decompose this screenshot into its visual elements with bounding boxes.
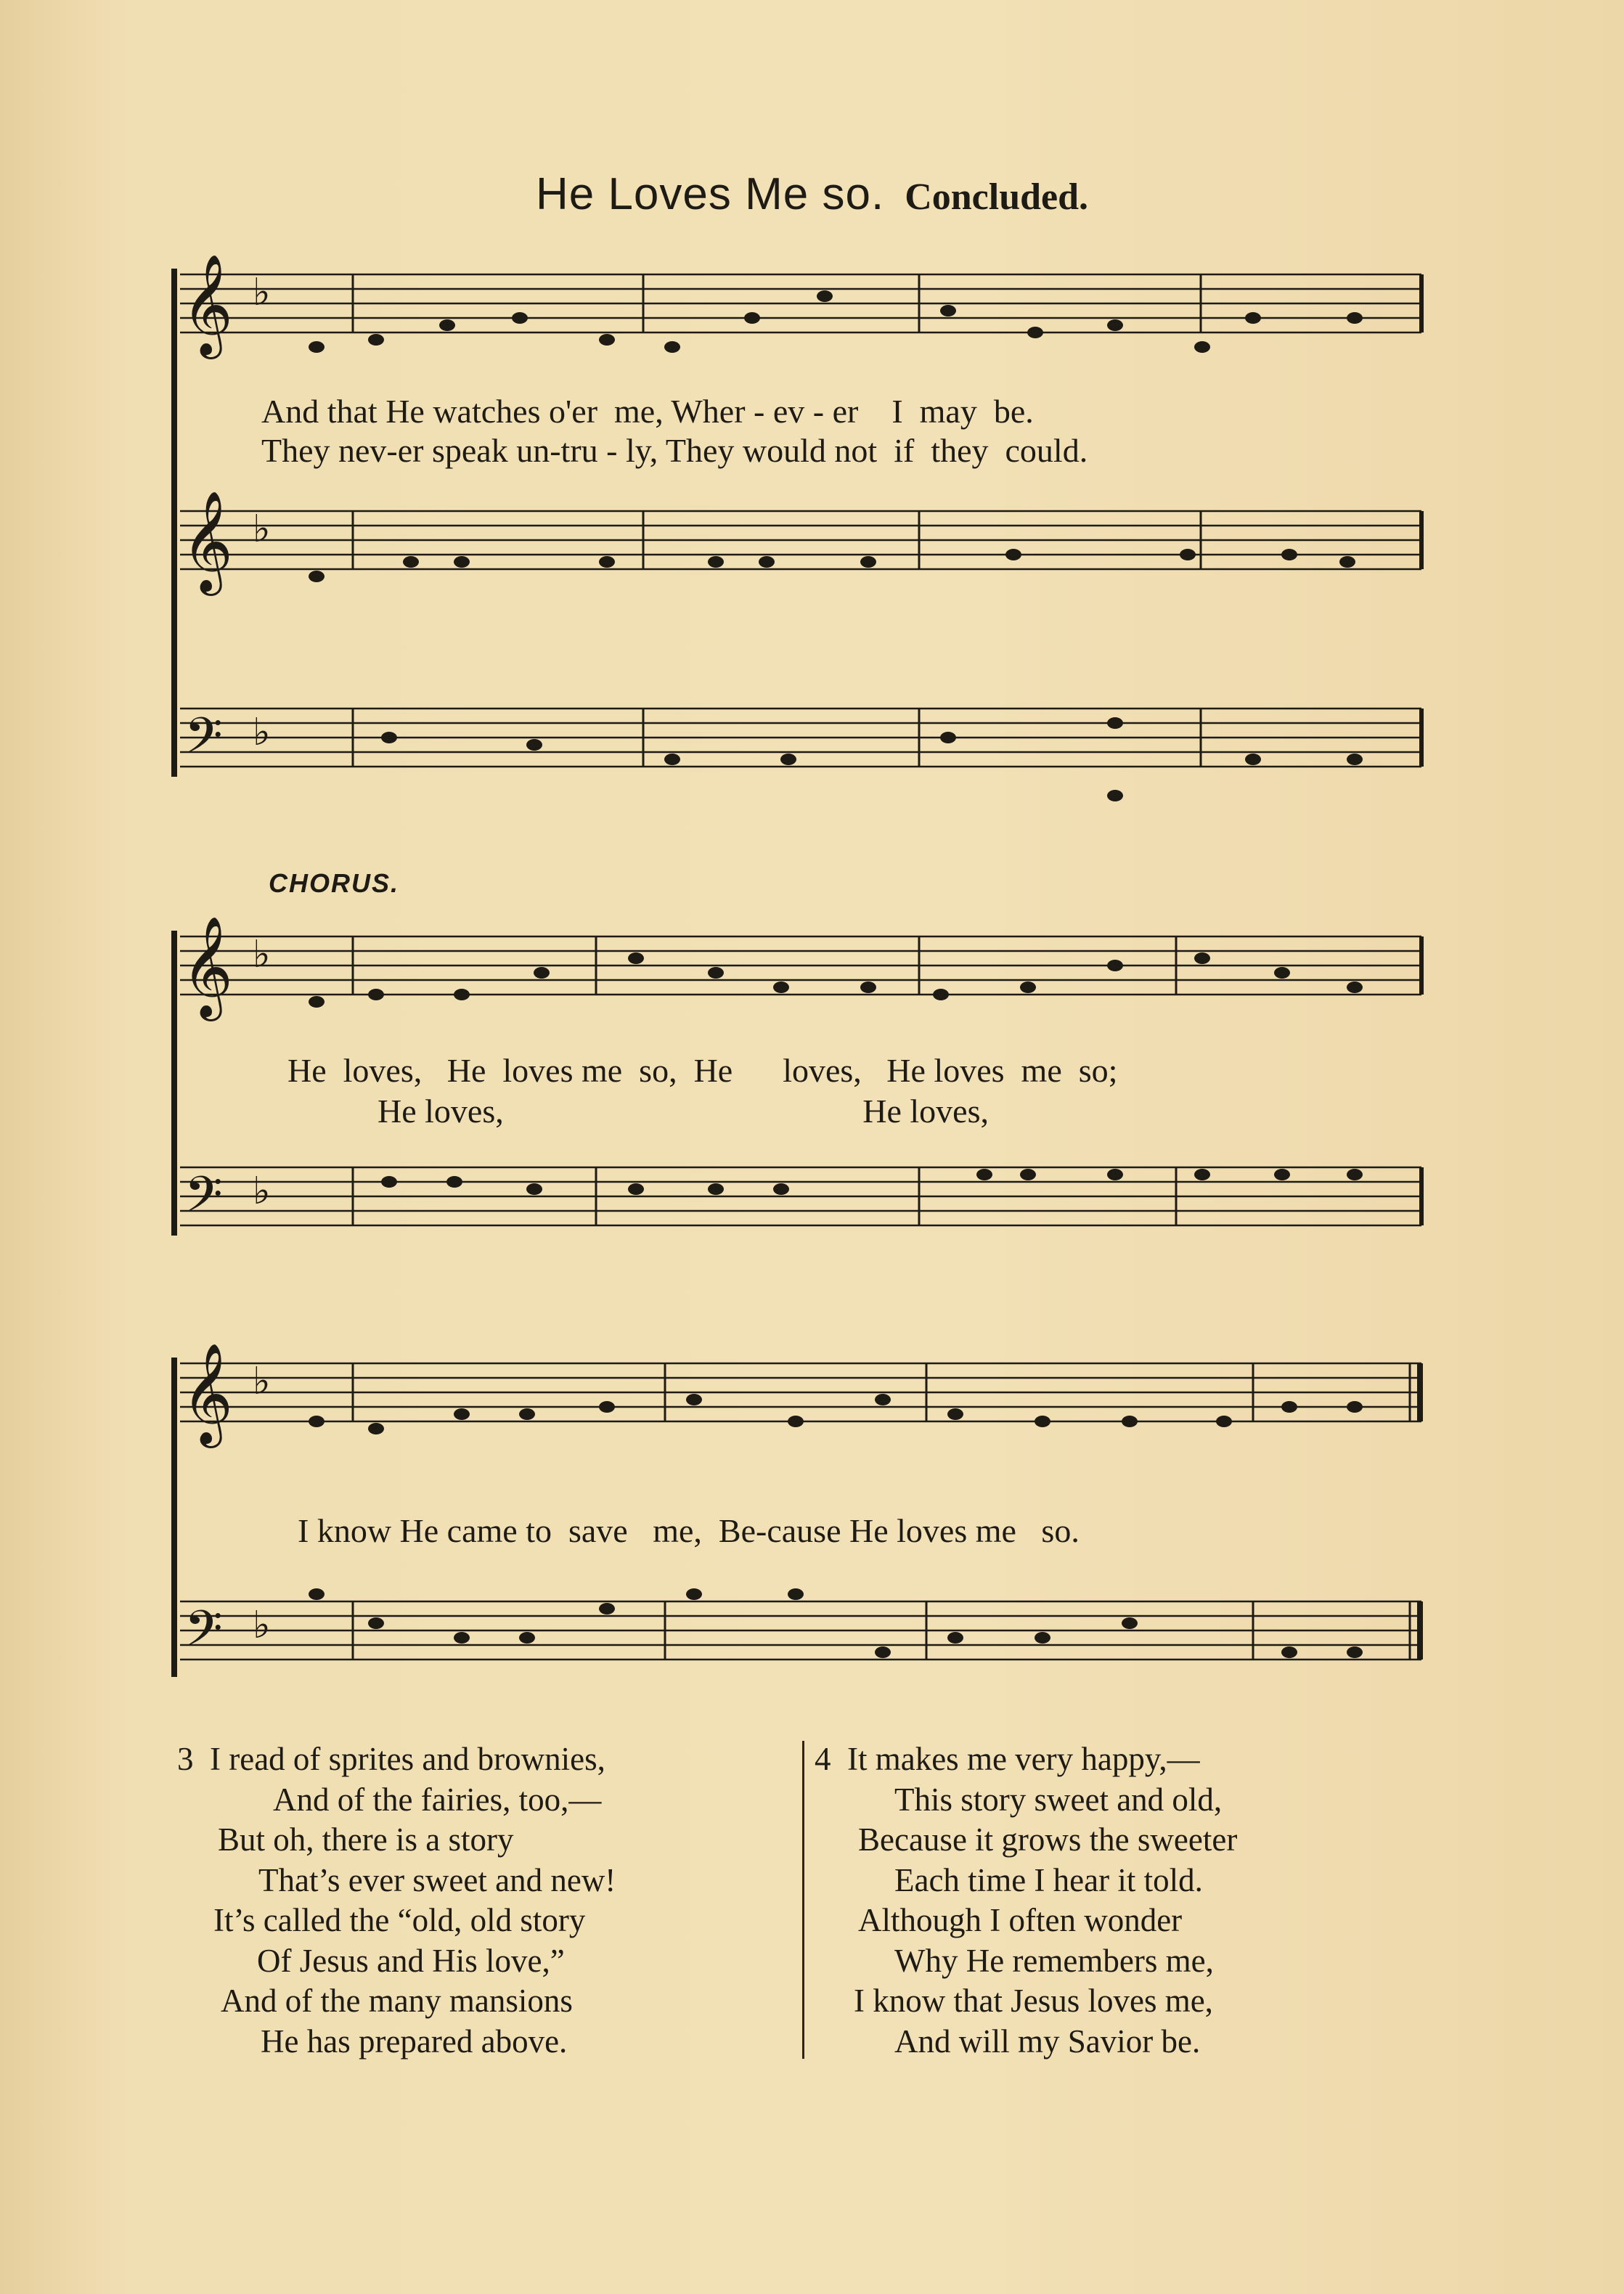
svg-text:♭: ♭	[253, 934, 271, 976]
svg-text:♭: ♭	[253, 712, 271, 754]
notes-bass	[309, 1588, 1363, 1658]
hymn-title: He Loves Me so.	[535, 169, 885, 219]
lyric-line-final: I know He came to save me, Be-cause He loves me so.	[298, 1512, 1080, 1549]
bass-clef-icon: 𝄢	[184, 1602, 223, 1668]
verse-line: And will my Savior be.	[894, 2022, 1201, 2060]
svg-text:♭: ♭	[253, 509, 271, 550]
verse-line: This story sweet and old,	[894, 1781, 1223, 1818]
verse-line: Why He remembers me,	[894, 1942, 1214, 1979]
staff-bass	[180, 1167, 1421, 1225]
svg-text:♭: ♭	[253, 1361, 271, 1403]
verse-line: I know that Jesus loves me,	[854, 1983, 1213, 2019]
lyric-line-2: They nev-er speak un-tru - ly, They would not if they could.	[261, 432, 1088, 469]
staff-bass	[180, 709, 1421, 767]
page-title	[0, 168, 1624, 220]
verse-line: Of Jesus and His love,”	[257, 1942, 565, 1979]
chorus-lyric-line-1: He loves, He loves me so, He loves, He loves me so;	[287, 1052, 1118, 1089]
treble-clef-icon: 𝄞	[181, 1345, 233, 1442]
staff-treble-alto	[180, 511, 1421, 569]
treble-clef-icon: 𝄞	[181, 493, 233, 589]
treble-clef-icon: 𝄞	[181, 918, 233, 1015]
svg-text:♭: ♭	[253, 1605, 271, 1646]
notes-bass	[381, 717, 1363, 801]
chorus-lyric-line-2: He loves, He loves,	[378, 1093, 989, 1130]
staff-treble-melody	[180, 274, 1421, 332]
verse-line: That’s ever sweet and new!	[258, 1861, 616, 1898]
verse-line: He has prepared above.	[261, 2022, 568, 2060]
notes-treble	[309, 1394, 1363, 1434]
verse-line: Because it grows the sweeter	[858, 1821, 1238, 1858]
verse-line: It makes me very happy,—	[847, 1741, 1200, 1777]
chorus-label: CHORUS.	[269, 868, 400, 898]
verse-4	[815, 1739, 1237, 2062]
notes-melody	[309, 290, 1363, 353]
treble-clef-icon: 𝄞	[181, 256, 233, 353]
staff-bass	[180, 1601, 1421, 1660]
verse-line: But oh, there is a story	[218, 1821, 514, 1858]
bass-clef-icon: 𝄢	[184, 1168, 223, 1234]
music-system-1	[171, 254, 1427, 813]
verse-3	[177, 1739, 616, 2062]
verse-number: 3	[177, 1741, 194, 1777]
title-suffix: Concluded.	[905, 176, 1089, 218]
svg-text:♭: ♭	[253, 1171, 271, 1212]
verse-line: It’s called the “old, old story	[213, 1902, 586, 1938]
verse-line: Although I often wonder	[858, 1902, 1183, 1938]
staff-treble	[180, 936, 1421, 995]
verse-line: And of the fairies, too,—	[273, 1781, 602, 1818]
svg-text:♭: ♭	[253, 272, 271, 314]
verse-line: Each time I hear it told.	[894, 1861, 1203, 1898]
verse-line: I read of sprites and brownies,	[210, 1741, 605, 1777]
verse-divider	[802, 1741, 804, 2059]
staff-treble	[180, 1363, 1421, 1421]
lyric-line-1: And that He watches o'er me, Wher - ev - er I may be.	[261, 393, 1034, 430]
verse-line: And of the many mansions	[221, 1983, 573, 2019]
bass-clef-icon: 𝄢	[184, 709, 223, 775]
verse-number: 4	[815, 1741, 831, 1777]
